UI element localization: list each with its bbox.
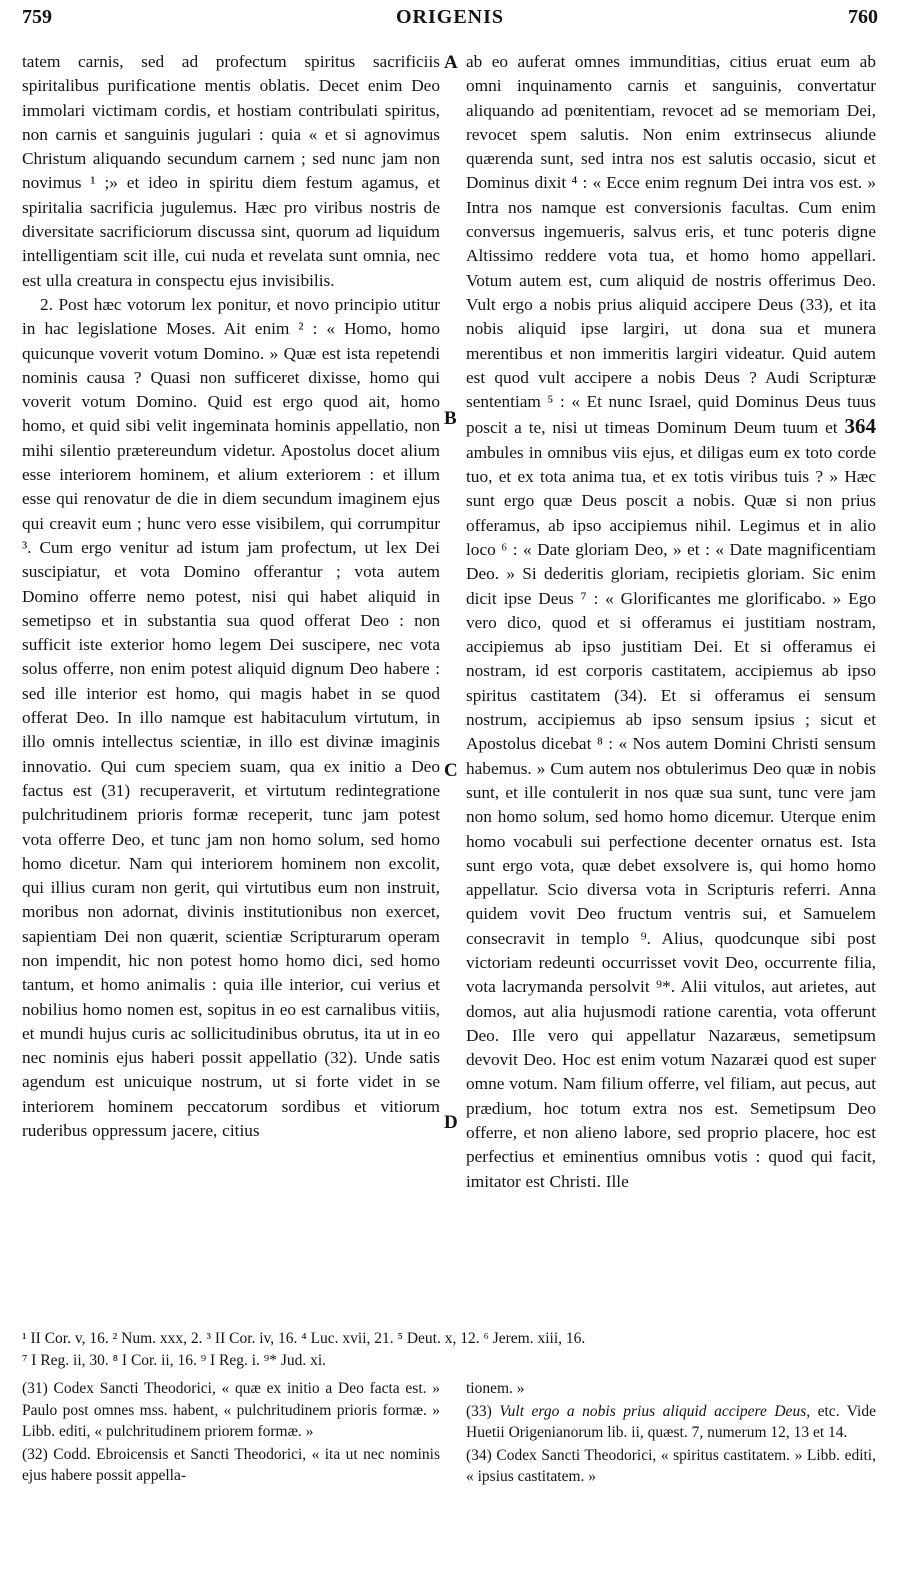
footnote-33-text: etc. Vide Huetii Origenianorum lib. ii, quæst. 7, numerum 12, 13 et 14. — [466, 1402, 876, 1441]
reference-line-1: ¹ II Cor. v, 16. ² Num. xxx, 2. ³ II Cor. iv, 16. ⁴ Luc. xvii, 21. ⁵ Deut. x, 12. ⁶ Jerem. xiii, 16. — [22, 1330, 586, 1347]
margin-marker-b: B — [444, 408, 457, 429]
right-text-part-1: ab eo auferat omnes immunditias, citius eruat eum ab omni inquinamento carnis et sanguinis, convertatur aliquando ad pœnitentiam, revocet ad se memoriam Dei, revocet spem salutis. Non enim extrinsecus aliunde quærenda sunt, sed intra nos est salutis occasio, sicut et Dominus dixit ⁴ : « Ecce enim regnum Dei intra vos est. » Intra nos namque est conversionis facultas. Cum enim conversus ingemueris, salvus eris, et tunc poteris digne Altissimo reddere vota tua, et homo homo appellari. Votum autem est, cum aliquid de nostris offerimus Deo. Vult ergo a nobis prius aliquid accipere Deus (33), et ita nobis aliquid ipse largiri, ut dona sua et munera merentibus et non immeritis largiri videatur. Quid autem est quod vult accipere a nobis Deus ? Audi Scripturæ sententiam ⁵ : « Et nunc Israel, quid Dominus Deus tuus poscit a te, nisi ut timeas Dominum Deum tuum et — [466, 52, 876, 438]
footnote-32: (32) Codd. Ebroicensis et Sancti Theodorici, « ita ut nec nominis ejus habere possit appella- — [22, 1445, 440, 1484]
footnote-31: (31) Codex Sancti Theodorici, « quæ ex initio a Deo facta est. » Paulo post omnes mss. habent, « pulchritudinem prioris formæ. » Libb. editi, « pulchritudinem priorem formæ. » — [22, 1380, 440, 1440]
footnote-34: (34) Codex Sancti Theodorici, « spiritus castitatem. » Libb. editi, « ipsius castitatem. » — [466, 1446, 876, 1485]
margin-marker-a: A — [444, 52, 458, 73]
footnote-33-number: (33) — [466, 1402, 492, 1420]
footnotes-right — [466, 1378, 876, 1568]
margin-marker-c: C — [444, 760, 458, 781]
footnote-33 — [466, 1401, 876, 1444]
footnote-32-continued: tionem. » — [466, 1380, 525, 1397]
margin-marker-d: D — [444, 1112, 458, 1133]
running-title: ORIGENIS — [395, 6, 505, 28]
footnote-33-lemma: Vult ergo a nobis prius aliquid accipere Deus, — [499, 1402, 811, 1420]
page-number-right: 760 — [848, 6, 878, 28]
page-number-left: 759 — [22, 6, 52, 28]
scripture-references — [22, 1328, 878, 1378]
left-column — [22, 50, 440, 1315]
left-paragraph-1: tatem carnis, sed ad profectum spiritus sacrificiis spiritalibus purificatione mentis oblatis. Decet enim Deo immolari victimam cordis, et hostiam contribulati spiritus, non carnis et sanguinis jugulari : quia « et si agnovimus Christum aliquando secundum carnem ; sed nunc jam non novimus ¹ ;» et ideo in spiritu diem festum agamus, et spiritalia sacrificia jugulemus. Hæc pro viribus nostris de diversitate sacrificiorum discussa sint, quorum ad liquidum intelligentiam scit ille, cui nuda et revelata sunt omnia, nec est ulla creatura in conspectu ejus invisibilis. — [22, 52, 440, 290]
reference-line-2: ⁷ I Reg. ii, 30. ⁸ I Cor. ii, 16. ⁹ I Reg. i. ⁹* Jud. xi. — [22, 1352, 327, 1369]
running-header — [22, 6, 878, 36]
left-paragraph-2: 2. Post hæc votorum lex ponitur, et novo principio utitur in hac legislatione Moses. Ait enim ² : « Homo, homo quicunque voverit votum Domino. » Quæ est ista repetendi nominis causa ? Quasi non sufficeret dixisse, homo qui voverit votum Domino. Quid est ergo quod ait, homo homo, et quid sibi velit ingeminata hominis appellatio, non mihi silentio prætereundum videtur. Apostolus docet alium esse interiorem hominem, et alium exteriorem : et illum esse qui renovatur de die in diem secundum imaginem ejus qui creavit eum ; hunc vero esse visibilem, qui corrumpitur ³. Cum ergo venitur ad istum jam profectum, ut lex Dei suscipiatur, et vota Domino offerantur ; vota autem Domino offerre nemo potest, nisi qui habet aliquid in semetipso et in substantia sua quod offerat Deo : non sufficit iste exterior homo legem Dei suscipere, nec vota solus offerre, non enim potest aliquid dignum Deo habere : sed ille interior est homo, qui magis habet in se quod offerat Deo. In illo namque est habitaculum virtutum, in illo omnis intellectus scientiæ, in illo est divinæ imaginis innovatio. Qui cum speciem suam, qua ex initio a Deo factus est (31) recuperaverit, et virtutum redintegratione pulchritudinem prioris formæ receperit, tunc jam potest vota offerre Deo, et tunc jam non homo solum, sed homo homo dicetur. Nam qui interiorem hominem non excolit, qui illius curam non gerit, qui virtutibus eum non instruit, moribus non adornat, divinis institutionibus non exercet, sapientiam Dei non quærit, scientiæ Scripturarum operam non impendit, hic non potest homo homo dici, sed homo tantum, et homo animalis : quia ille interior, cui verius et nobilius homo nomen est, sopitus in eo est carnalibus vitiis, et mundi hujus curis ac sollicitudinibus obrutus, ita ut in eo nec nominis ejus haberi possit appellatio (32). Unde satis agendum est unicuique nostrum, ut si forte videt in se interiorem hominem peccatorum sordibus et vitiorum ruderibus oppressum jacere, citius — [22, 294, 440, 1141]
right-column — [466, 50, 876, 1315]
footnotes-left — [22, 1378, 440, 1568]
right-paragraph-1 — [466, 50, 876, 1194]
column-number-mark: 364 — [844, 414, 876, 439]
right-text-part-2: ambules in omnibus viis ejus, et diligas eum ex toto corde tuo, et ex tota anima tua, et ex totis viribus tuis ? » Hæc sunt ergo quæ Deus poscit a nobis. Quæ si non prius offeramus, ab ipso accipiemus nihil. Legimus et in alio loco ⁶ : « Date gloriam Deo, » et : « Date magnificentiam Deo. » Si dederitis gloriam, recipietis gloriam. Sic enim dicit ipse Deus ⁷ : « Glorificantes me glorificabo. » Ego vero dico, quod et si offeramus ei justitiam nostram, accipiemus ab ipso justitiam Dei. Et si offeramus ei nostram, id est corporis castitatem, accipiemus ab ipso spiritus castitatem (34). Et si offeramus ei sensum nostrum, accipiemus ab ipso sensum ipsius ; sicut et Apostolus dicebat ⁸ : « Nos autem Domini Christi sensum habemus. » Cum autem nos obtulerimus Deo quæ in nobis sunt, et ille contulerit in nos quæ sua sunt, tunc vere jam non homo solum, sed homo homo dicemur. Uterque enim homo vocabuli sui perfectione decenter ornatus est. Ista sunt ergo vota, quæ debet exsolvere is, qui homo homo appellatur. Scio diversa vota in Scripturis referri. Anna quidem vovit Deo fructum ventris sui, et Samuelem consecravit in templo ⁹. Alius, quodcunque sibi post victoriam redeunti occurrisset vovit Deo, occurrente filia, vota lacrymanda persolvit ⁹*. Alii vitulos, aut arietes, aut domos, aut alia hujusmodi ratione carentia, vota offerunt Deo. Ille vero qui appellatur Nazaræus, semetipsum devovit Deo. Hoc est enim votum Nazaræi quod est super omne votum. Nam filium offerre, vel filiam, aut pecus, aut prædium, hoc totum extra nos est. Semetipsum Deo offerre, et non alieno labore, sed proprio placere, hoc est perfectius et eminentius omnibus votis : quod qui facit, imitator est Christi. Ille — [466, 442, 876, 1191]
